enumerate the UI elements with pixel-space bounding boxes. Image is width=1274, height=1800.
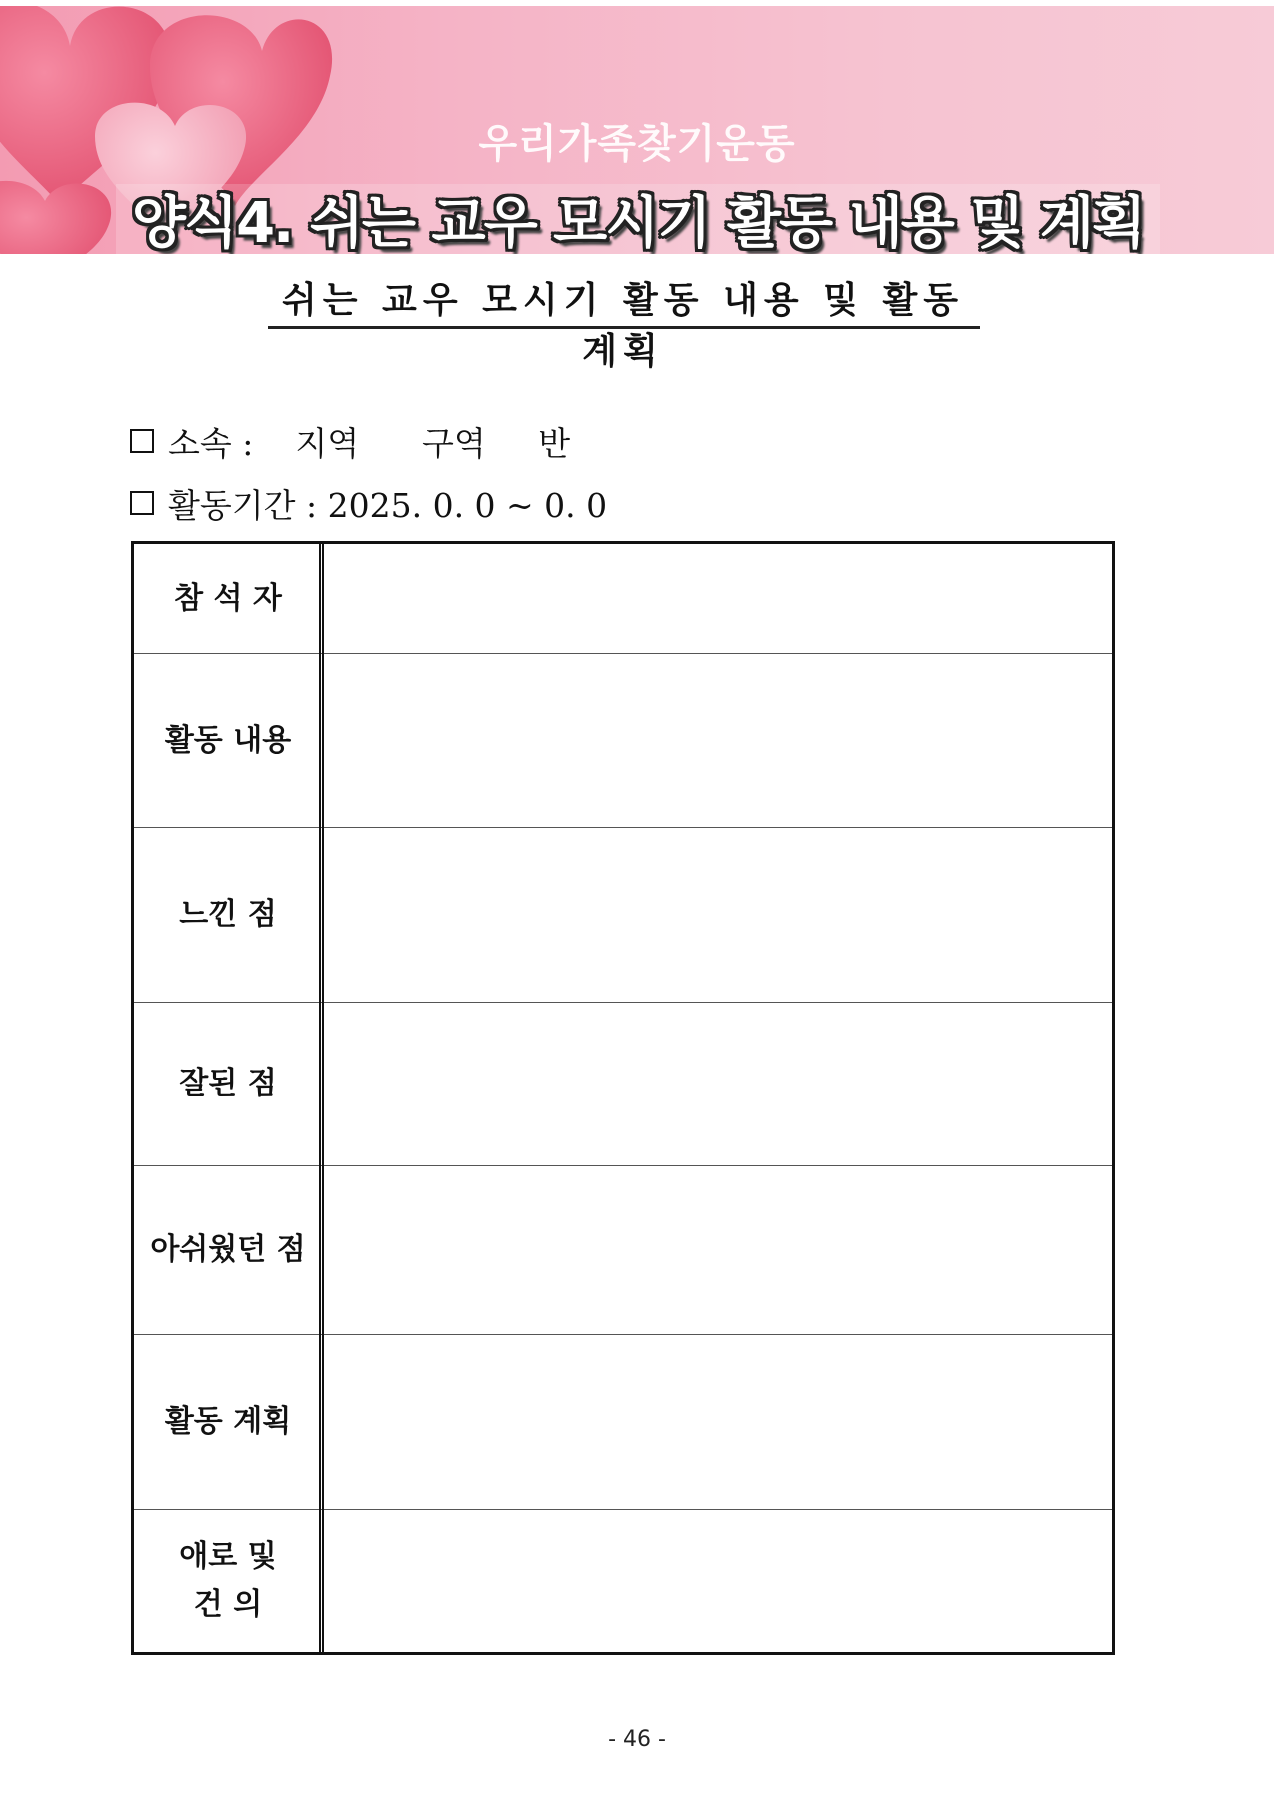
- campaign-name: 우리가족찾기운동: [478, 121, 796, 167]
- went-well-field[interactable]: [326, 1003, 1112, 1165]
- activity-form-table: [131, 541, 1115, 1655]
- table-row: [134, 1510, 1112, 1652]
- row-label-activity-content: 활동 내용: [164, 722, 292, 758]
- difficulties-suggestions-field[interactable]: [326, 1510, 1112, 1652]
- period-line: [130, 480, 607, 527]
- table-row: [134, 828, 1112, 1003]
- row-label-regrets: 아쉬웠던 점: [150, 1232, 306, 1267]
- column-divider: [319, 544, 324, 1652]
- table-row: [134, 654, 1112, 828]
- document-heading: 쉬는 교우 모시기 활동 내용 및 활동 계획: [281, 279, 965, 372]
- table-row: [134, 544, 1112, 654]
- affiliation-text: 소속 : 지역 구역 반: [168, 424, 571, 463]
- form-title: 양식4. 쉬는 교우 모시기 활동 내용 및 계획: [116, 184, 1160, 254]
- activity-plan-field[interactable]: [326, 1335, 1112, 1509]
- attendees-field[interactable]: [326, 544, 1112, 653]
- row-label-difficulties-suggestions: 애로 및 건 의: [179, 1539, 277, 1622]
- checkbox-square-icon: [130, 491, 154, 515]
- affiliation-line: [130, 418, 570, 465]
- regrets-field[interactable]: [326, 1166, 1112, 1334]
- row-label-went-well: 잘된 점: [179, 1066, 277, 1101]
- period-text: 활동기간 : 2025. 0. 0 ~ 0. 0: [168, 486, 608, 525]
- table-row: [134, 1003, 1112, 1166]
- activity-content-field[interactable]: [326, 654, 1112, 827]
- impressions-field[interactable]: [326, 828, 1112, 1002]
- table-row: [134, 1166, 1112, 1335]
- header-banner: [0, 6, 1274, 254]
- heading-underline: [268, 326, 980, 329]
- row-label-impressions: 느낀 점: [179, 897, 277, 932]
- table-row: [134, 1335, 1112, 1510]
- row-label-attendees: 참 석 자: [174, 580, 282, 616]
- page-number: - 46 -: [608, 1727, 666, 1752]
- checkbox-square-icon: [130, 429, 154, 453]
- row-label-activity-plan: 활동 계획: [164, 1404, 292, 1439]
